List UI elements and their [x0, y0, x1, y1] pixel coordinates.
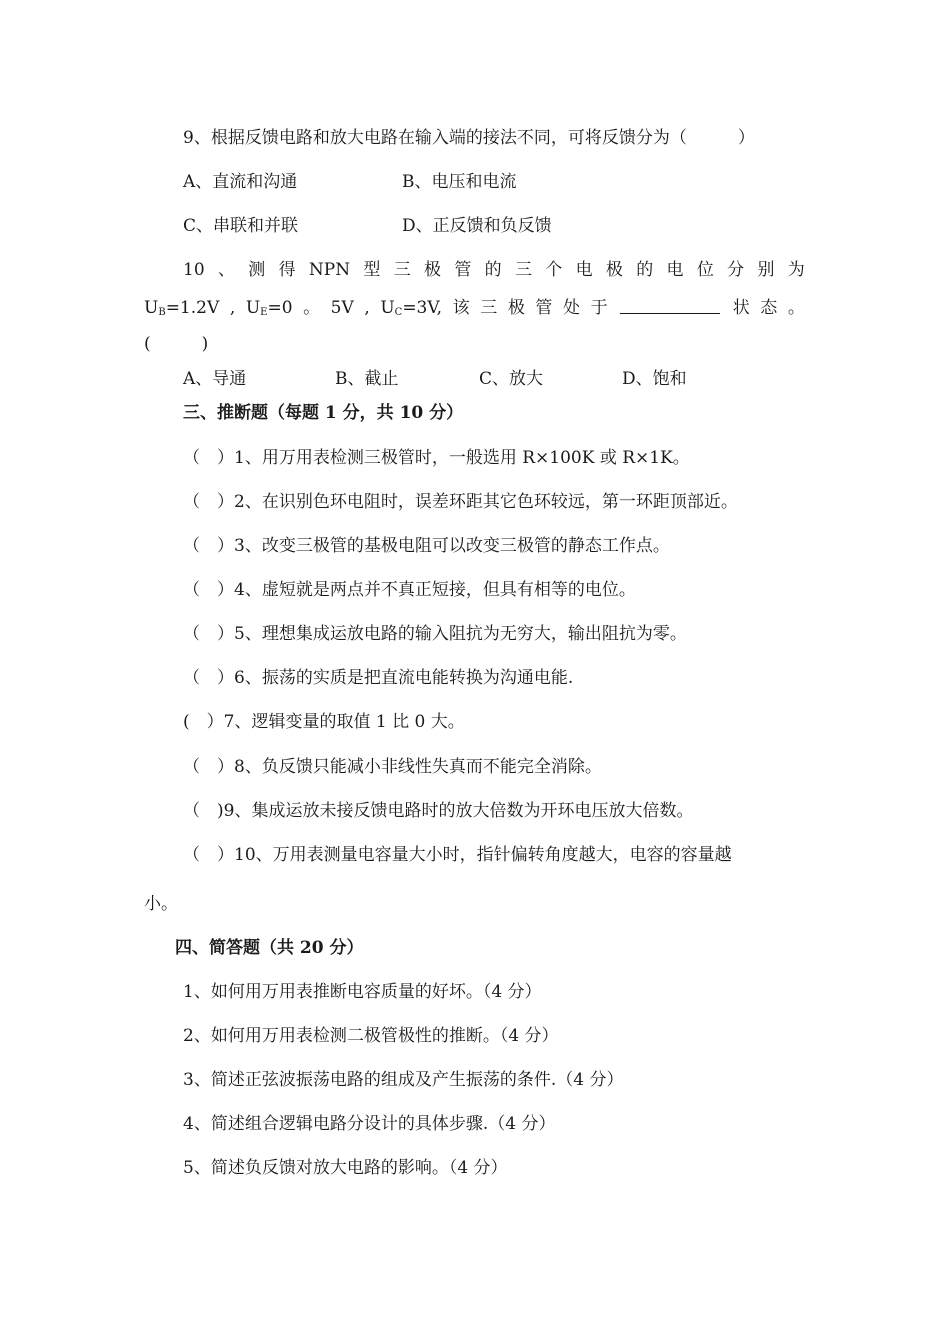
q10-token: 三	[480, 298, 498, 318]
q10-option-b: B、截止	[335, 369, 399, 389]
short-item-2: 2、如何用万用表检测二极管极性的推断。（4 分）	[183, 1026, 559, 1046]
question-10-line-1	[183, 259, 805, 281]
q10-token: 型	[363, 260, 381, 280]
judge-item-3: （ ）3、改变三极管的基极电阻可以改变三极管的静态工作点。	[183, 536, 670, 556]
ub-value: $U_B=1.2V$	[144, 298, 220, 318]
answer-blank	[620, 297, 720, 314]
q10-token: 处	[562, 298, 580, 318]
q10-token: 管	[454, 260, 472, 280]
q10-answer-paren: ( )	[144, 334, 209, 354]
q10-token: 测	[248, 260, 266, 280]
q9-option-c: C、串联和并联	[183, 216, 299, 236]
judge-item-6: （ ）6、振荡的实质是把直流电能转换为沟通电能.	[183, 668, 574, 688]
q10-option-d: D、饱和	[622, 369, 687, 389]
q10-token: 极	[424, 260, 442, 280]
q10-token: 电	[575, 260, 593, 280]
q10-token: 。	[787, 298, 805, 318]
question-9-stem: 9、根据反馈电路和放大电路在输入端的接法不同，可将反馈分为（ ）	[183, 128, 755, 148]
question-10-line-2	[144, 297, 805, 324]
section-short-heading: 四、简答题（共 20 分）	[175, 938, 364, 958]
judge-item-9: （ )9、集成运放未接反馈电路时的放大倍数为开环电压放大倍数。	[183, 801, 694, 821]
q10-token: 态	[760, 298, 778, 318]
judge-item-7: ( ）7、逻辑变量的取值 1 比 0 大。	[183, 712, 465, 732]
section-judge-heading: 三、推断题（每题 1 分，共 10 分）	[183, 403, 464, 423]
q10-token: 分	[727, 260, 745, 280]
ue-value: $U_E=0$	[245, 298, 293, 318]
q10-token: 为	[787, 260, 805, 280]
q10-token: 管	[535, 298, 553, 318]
q10-token: 别	[757, 260, 775, 280]
q9-option-b: B、电压和电流	[402, 172, 517, 192]
q10-token: 极	[507, 298, 525, 318]
q10-token: 个	[545, 260, 563, 280]
five-volts: 5V	[330, 298, 354, 318]
short-item-4: 4、简述组合逻辑电路分设计的具体步骤.（4 分）	[183, 1114, 556, 1134]
q10-token: 三	[514, 260, 532, 280]
comma: ,	[229, 298, 236, 318]
q10-token: 极	[605, 260, 623, 280]
short-item-5: 5、简述负反馈对放大电路的影响。（4 分）	[183, 1158, 508, 1178]
q9-option-a: A、直流和沟通	[183, 172, 298, 192]
q10-token: 的	[636, 260, 654, 280]
judge-item-5: （ ）5、理想集成运放电路的输入阻抗为无穷大，输出阻抗为零。	[183, 624, 687, 644]
judge-item-1: （ ）1、用万用表检测三极管时，一般选用 R×100K 或 R×1K。	[183, 448, 690, 468]
dot: 。	[303, 298, 321, 318]
judge-item-2: （ ）2、在识别色环电阻时，误差环距其它色环较远，第一环距顶部近。	[183, 492, 738, 512]
q10-token: 位	[696, 260, 714, 280]
q10-option-c: C、放大	[479, 369, 544, 389]
q10-token: 的	[484, 260, 502, 280]
judge-item-10: （ ）10、万用表测量电容量大小时，指针偏转角度越大，电容的容量越	[183, 845, 732, 865]
judge-item-4: （ ）4、虚短就是两点并不真正短接，但具有相等的电位。	[183, 580, 636, 600]
q10-option-a: A、导通	[183, 369, 247, 389]
q10-token: NPN	[308, 260, 351, 280]
comma: ,	[364, 298, 370, 318]
short-item-3: 3、简述正弦波振荡电路的组成及产生振荡的条件.（4 分）	[183, 1070, 624, 1090]
q10-token: 于	[590, 298, 608, 318]
short-item-1: 1、如何用万用表推断电容质量的好坏。（4 分）	[183, 982, 542, 1002]
uc-value: $U_C=3V$,	[380, 298, 443, 318]
q9-option-d: D、正反馈和负反馈	[402, 216, 552, 236]
judge-item-10-continued: 小。	[144, 894, 178, 914]
q10-token: 得	[278, 260, 296, 280]
q10-token: 、	[217, 260, 235, 280]
judge-item-8: （ ）8、负反馈只能减小非线性失真而不能完全消除。	[183, 757, 602, 777]
q10-token: 状	[732, 298, 750, 318]
q10-token: 三	[393, 260, 411, 280]
q10-token: 该	[452, 298, 470, 318]
q10-token: 10	[183, 260, 205, 280]
q10-token: 电	[666, 260, 684, 280]
